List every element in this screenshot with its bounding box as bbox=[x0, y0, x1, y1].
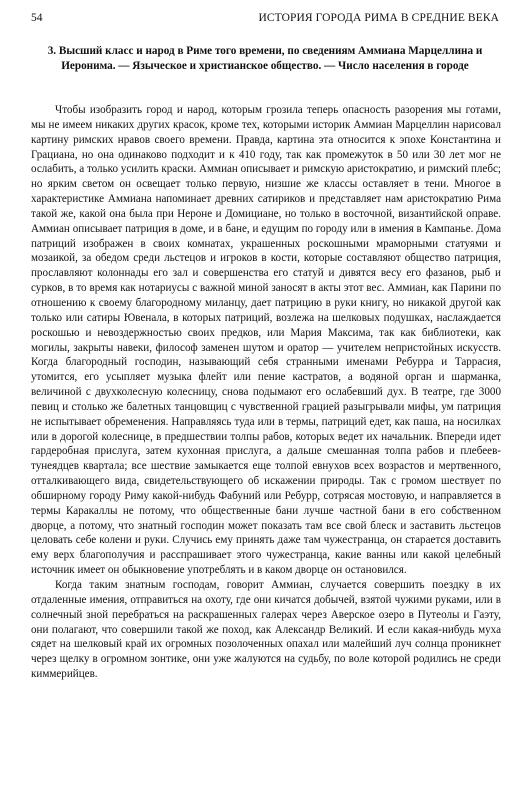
body-text bbox=[31, 103, 501, 682]
paragraph: Когда таким знатным господам, говорит Аммиан, случается совершить поездку в их отдаленные имения, отправиться на охоту, где они кичатся добычей, взятой чужими руками, или в солнечный зной перебраться на раскрашенных галерах через Аверское озеро в Путеолы и Гаэту, они полагают, что совершили такой же поход, как Александр Великий. И если какая-нибудь муха сядет на шелковый край их огромных позолоченных опахал или малейший луч солнца проникнет через щелку в огромном зонтике, они уже жалуются на судьбу, по воле которой родились не среди киммерийцев. bbox=[31, 579, 501, 681]
running-title: ИСТОРИЯ ГОРОДА РИМА В СРЕДНИЕ ВЕКА bbox=[258, 12, 499, 24]
page-number: 54 bbox=[31, 12, 43, 24]
paragraph: Чтобы изобразить город и народ, которым грозила теперь опасность разорения мы готами, мы не имеем никаких других красок, кроме тех, которыми историк Аммиан Марцеллин нарисовал картину римских нравов своего времени. Правда, картина эта относится к эпохе Константина и Грациана, но она одинаково подходит и к 410 году, так как промежуток в 50 или 30 лет мог не ослабить, а только усилить краски. Аммиан описывает и римскую аристократию, и римский плебс; но ярким светом он освещает только первую, низшие же классы оставляет в тени. Многое в характеристике Аммиана напоминает древних сатириков и представляет нам аристократию Рима такой же, какой она была при Нероне и Домициане, но только в восточной, византийской оправе. Аммиан описывает патриция в доме, и в бане, и едущим по городу или в имения в Кампанье. Дома патриций изображен в своих комнатах, украшенных роскошными мраморными статуями и мозаикой, за обедом среди льстецов и игроков в кости, которые составляют общество патриция, прославляют колоннады его зал и совершенства его статуй и дивятся весу его фазанов, рыб и сурков, в то время как нотариусы с важной миной заносят в акты этот вес. Аммиан, как Парини по отношению к своему благородному миланцу, дает патрицию в руки книгу, но никакой другой как только или сатиры Ювенала, в которых патриций, возлежа на шелковых подушках, наслаждается роскошью и невоздержностью своих предков, или Мария Максима, так как библиотеки, как могилы, закрыты навеки, философ заменен шутом и оратор — учителем непристойных искусств. Когда благородный господин, называющий себя странными именами Ребурра и Таррасия, утомится, его усыпляет музыка флейт или пение кастратов, а водяной орган и шарманка, величиной с двухколесную колесницу, снова подымают его ослабевший дух. В театре, где 3000 певиц и столько же балетных танцовщиц с чувственной грацией разыгрывали мифы, ум патриция не испытывает обременения. Направляясь туда или в термы, патриций едет, как паша, на носилках или в дорогой колеснице, в предшествии толпы рабов, которых ведет их начальник. Впереди идет гардеробная прислуга, затем кухонная прислуга, а дальше смешанная толпа рабов и плебеев-тунеядцев квартала; все шествие замыкается еще толпой евнухов всех возрастов и мертвенного, отталкивающего вида, свидетельствующего об искажении природы. Так с громом шествует по обширному городу Риму какой-нибудь Фабуний или Ребурр, сотрясая мостовую, и направляется в термы Каракаллы не потому, что общественные бани лучше частной бани в его собственном дворце, а потому, что знатный господин может показать там все свой блеск и заставить льстецов целовать себе колени и руки. Случись ему принять даже там чужестранца, он старается доставить ему верх благополучия и расспрашивает этого чужестранца, какие ванны или какой целебный источник имеет он обыкновение употреблять и в каком дворце он остановился. bbox=[31, 104, 501, 577]
section-heading: 3. Высший класс и народ в Риме того времени, по сведениям Аммиана Марцеллина и Иеронима. — Языческое и христианское общество. — Число населения в городе bbox=[47, 45, 483, 72]
running-header bbox=[31, 12, 499, 28]
